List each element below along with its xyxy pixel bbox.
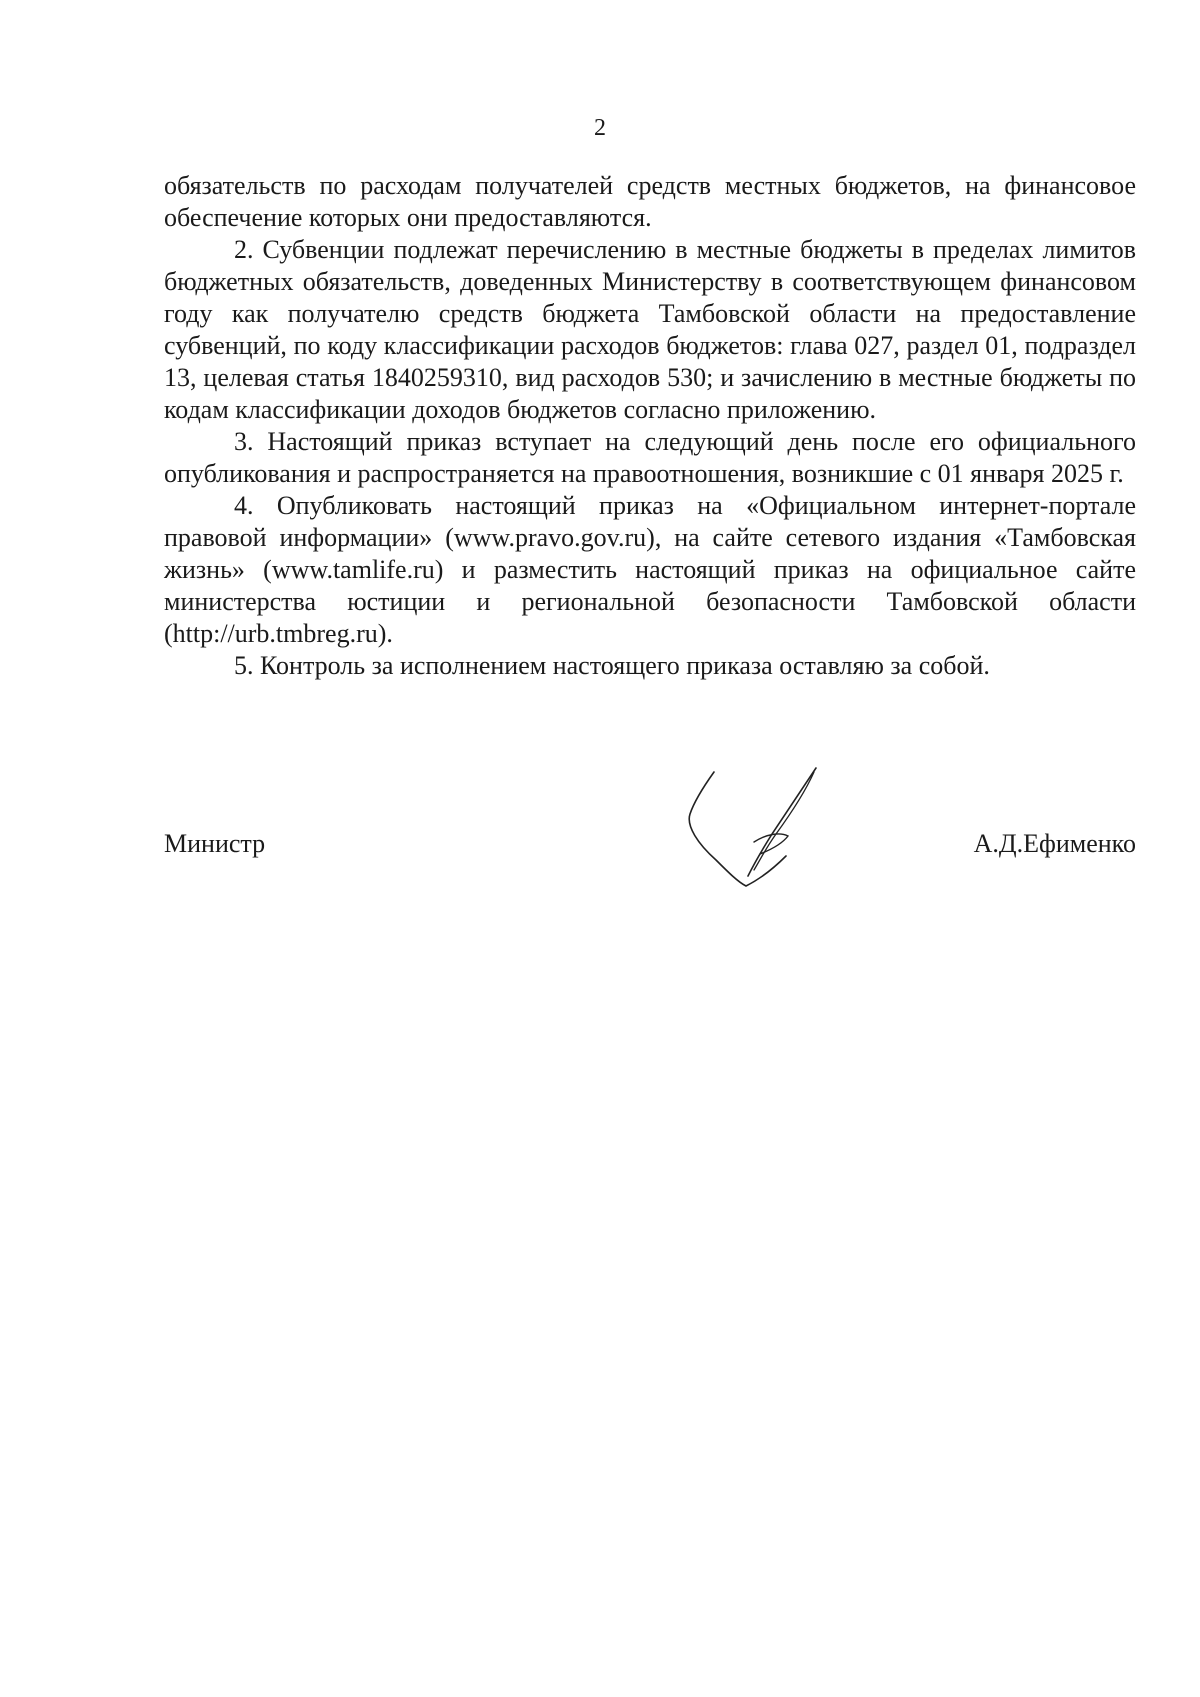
paragraph-4-publication: 4. Опубликовать настоящий приказ на «Официальном интернет-портале правовой информации» (www.pravo.gov.ru), на сайте сетевого издания «Тамбовская жизнь» (www.tamlife.ru) и разместить настоящий приказ на официальное сайте министерства юстиции и региональной безопасности Тамбовской области (http://urb.tmbreg.ru). — [164, 491, 1136, 648]
paragraph-5-control: 5. Контроль за исполнением настоящего приказа оставляю за собой. — [234, 651, 990, 680]
paragraph-continuation: обязательств по расходам получателей средств местных бюджетов, на финансовое обеспечение которых они предоставляются. — [164, 171, 1136, 232]
paragraph-3-effective-date: 3. Настоящий приказ вступает на следующий день после его официального опубликования и распространяется на правоотношения, возникшие с 01 января 2025 г. — [164, 427, 1136, 488]
signature-block — [164, 828, 1136, 868]
signatory-name: А.Д.Ефименко — [973, 829, 1136, 858]
page-number: 2 — [594, 115, 606, 141]
document-body — [164, 170, 1136, 682]
signatory-position: Министр — [164, 829, 266, 858]
paragraph-2-subventions: 2. Субвенции подлежат перечислению в местные бюджеты в пределах лимитов бюджетных обязательств, доведенных Министерству в соответствующем финансовом году как получателю средств бюджета Тамбовской области на предоставление субвенций, по коду классификации расходов бюджетов: глава 027, раздел 01, подраздел 13, целевая статья 1840259310, вид расходов 530; и зачислению в местные бюджеты по кодам классификации доходов бюджетов согласно приложению. — [164, 235, 1136, 424]
handwritten-signature — [676, 764, 826, 894]
